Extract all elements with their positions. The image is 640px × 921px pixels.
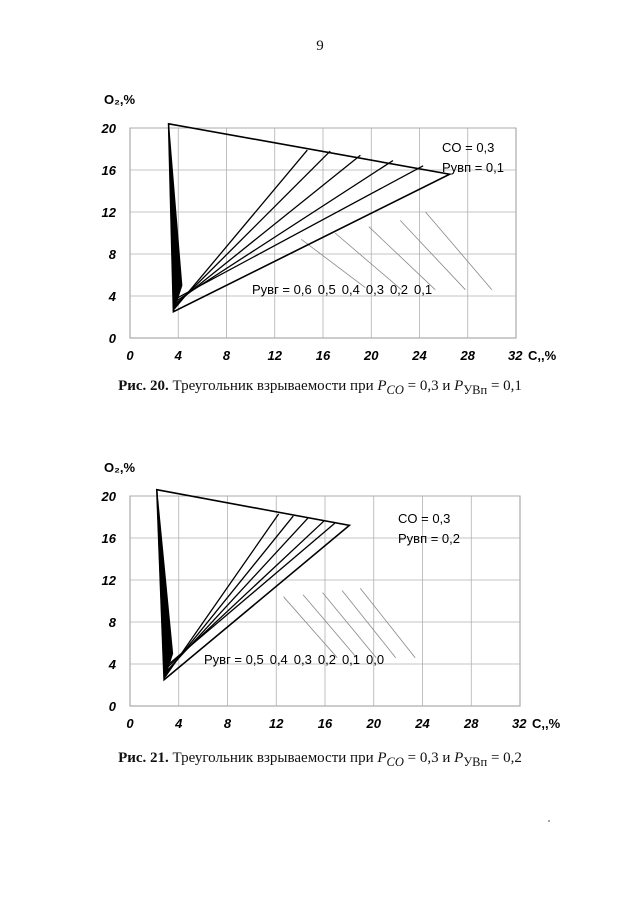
leader-line xyxy=(426,212,492,290)
x-tick-label: 0 xyxy=(126,348,134,363)
x-tick-label: 12 xyxy=(267,348,282,363)
page-number: 9 xyxy=(316,38,324,54)
figure-21 xyxy=(0,456,640,741)
caption-prefix: Рис. 20. xyxy=(118,378,169,394)
x-tick-label: 0 xyxy=(126,716,134,731)
x-tick-label: 16 xyxy=(317,716,333,731)
leader-line xyxy=(301,239,365,287)
caption-var1-sub: CO xyxy=(386,383,404,397)
x-tick-label: 16 xyxy=(315,348,331,363)
leader-line xyxy=(342,591,396,658)
legend-co: CO = 0,3 xyxy=(442,140,495,155)
caption-var1: P xyxy=(377,750,387,766)
ray-value-label: 0,1 xyxy=(414,282,433,297)
x-tick-label: 12 xyxy=(269,716,284,731)
legend-pyvp: Pyвп = 0,1 xyxy=(442,160,505,175)
y-tick-label: 0 xyxy=(108,699,116,714)
caption-var1: P xyxy=(377,378,387,394)
y-tick-label: 0 xyxy=(108,331,116,346)
ray-value-label: 0,4 xyxy=(269,652,288,667)
y-tick-label: 16 xyxy=(101,163,116,178)
caption-figure-20 xyxy=(0,378,640,398)
caption-var2-sub: УВп xyxy=(463,383,488,397)
x-tick-label: 24 xyxy=(415,716,430,731)
y-tick-label: 8 xyxy=(108,615,116,630)
y-axis-title: О₂,% xyxy=(104,92,136,107)
triangle-thick-edge xyxy=(169,124,182,312)
x-tick-label: 20 xyxy=(364,348,379,363)
leader-line xyxy=(323,593,377,658)
y-tick-label: 20 xyxy=(101,489,116,504)
x-tick-label: 8 xyxy=(223,716,232,731)
caption-eq2: = 0,2 xyxy=(490,750,522,766)
legend-co: CO = 0,3 xyxy=(398,511,451,526)
caption-var2: P xyxy=(454,750,464,766)
leader-line xyxy=(400,220,465,289)
ray-value-label: 0,4 xyxy=(341,282,360,297)
caption-figure-21 xyxy=(0,750,640,770)
legend-pyvp: Pyвп = 0,2 xyxy=(398,531,461,546)
x-tick-label: 4 xyxy=(174,348,182,363)
explosion-triangle-chart-21 xyxy=(0,456,640,741)
leader-line xyxy=(303,595,357,658)
x-tick-label: 32 xyxy=(512,716,527,731)
caption-eq1: = 0,3 и xyxy=(407,750,451,766)
leader-line xyxy=(284,597,338,658)
flammability-ray xyxy=(176,161,393,302)
y-tick-label: 4 xyxy=(108,289,116,304)
ray-value-label: 0,5 xyxy=(317,282,336,297)
caption-var1-sub: CO xyxy=(386,755,404,769)
ray-value-label: 0,2 xyxy=(317,652,336,667)
explosion-triangle-chart-20 xyxy=(0,88,640,373)
ray-value-label: 0,0 xyxy=(366,652,385,667)
x-tick-label: 28 xyxy=(460,348,475,363)
caption-prefix: Рис. 21. xyxy=(118,750,169,766)
flammability-ray xyxy=(168,523,335,665)
x-tick-label: 32 xyxy=(508,348,523,363)
x-tick-label: 28 xyxy=(464,716,479,731)
x-tick-label: 20 xyxy=(366,716,381,731)
y-axis-title: О₂,% xyxy=(104,460,136,475)
y-tick-label: 4 xyxy=(108,657,116,672)
rays-label: Pyвг = 0,5 xyxy=(204,652,264,667)
x-tick-label: 8 xyxy=(222,348,231,363)
caption-var2: P xyxy=(454,378,464,394)
x-tick-label: 4 xyxy=(175,716,183,731)
ray-value-label: 0,3 xyxy=(365,282,384,297)
flammability-ray xyxy=(177,166,423,298)
rays-label: Pyвг = 0,6 xyxy=(252,282,312,297)
ray-value-label: 0,1 xyxy=(341,652,361,667)
y-tick-label: 12 xyxy=(101,205,116,220)
scan-speck xyxy=(548,820,550,822)
caption-eq2: = 0,1 xyxy=(490,378,522,394)
y-tick-label: 16 xyxy=(101,531,116,546)
x-axis-title: С,,% xyxy=(532,716,561,731)
caption-eq1: = 0,3 и xyxy=(407,378,451,394)
leader-line xyxy=(369,227,435,290)
x-axis-title: С,,% xyxy=(528,348,557,363)
caption-text: Треугольник взрываемости при xyxy=(172,750,374,766)
caption-var2-sub: УВп xyxy=(463,755,488,769)
figure-20 xyxy=(0,88,640,373)
ray-value-label: 0,2 xyxy=(389,282,409,297)
x-tick-label: 24 xyxy=(412,348,427,363)
caption-text: Треугольник взрываемости при xyxy=(172,378,374,394)
triangle-thick-edge xyxy=(157,490,173,680)
y-tick-label: 12 xyxy=(101,573,116,588)
y-tick-label: 8 xyxy=(108,247,116,262)
y-tick-label: 20 xyxy=(101,121,116,136)
ray-value-label: 0,3 xyxy=(293,652,312,667)
